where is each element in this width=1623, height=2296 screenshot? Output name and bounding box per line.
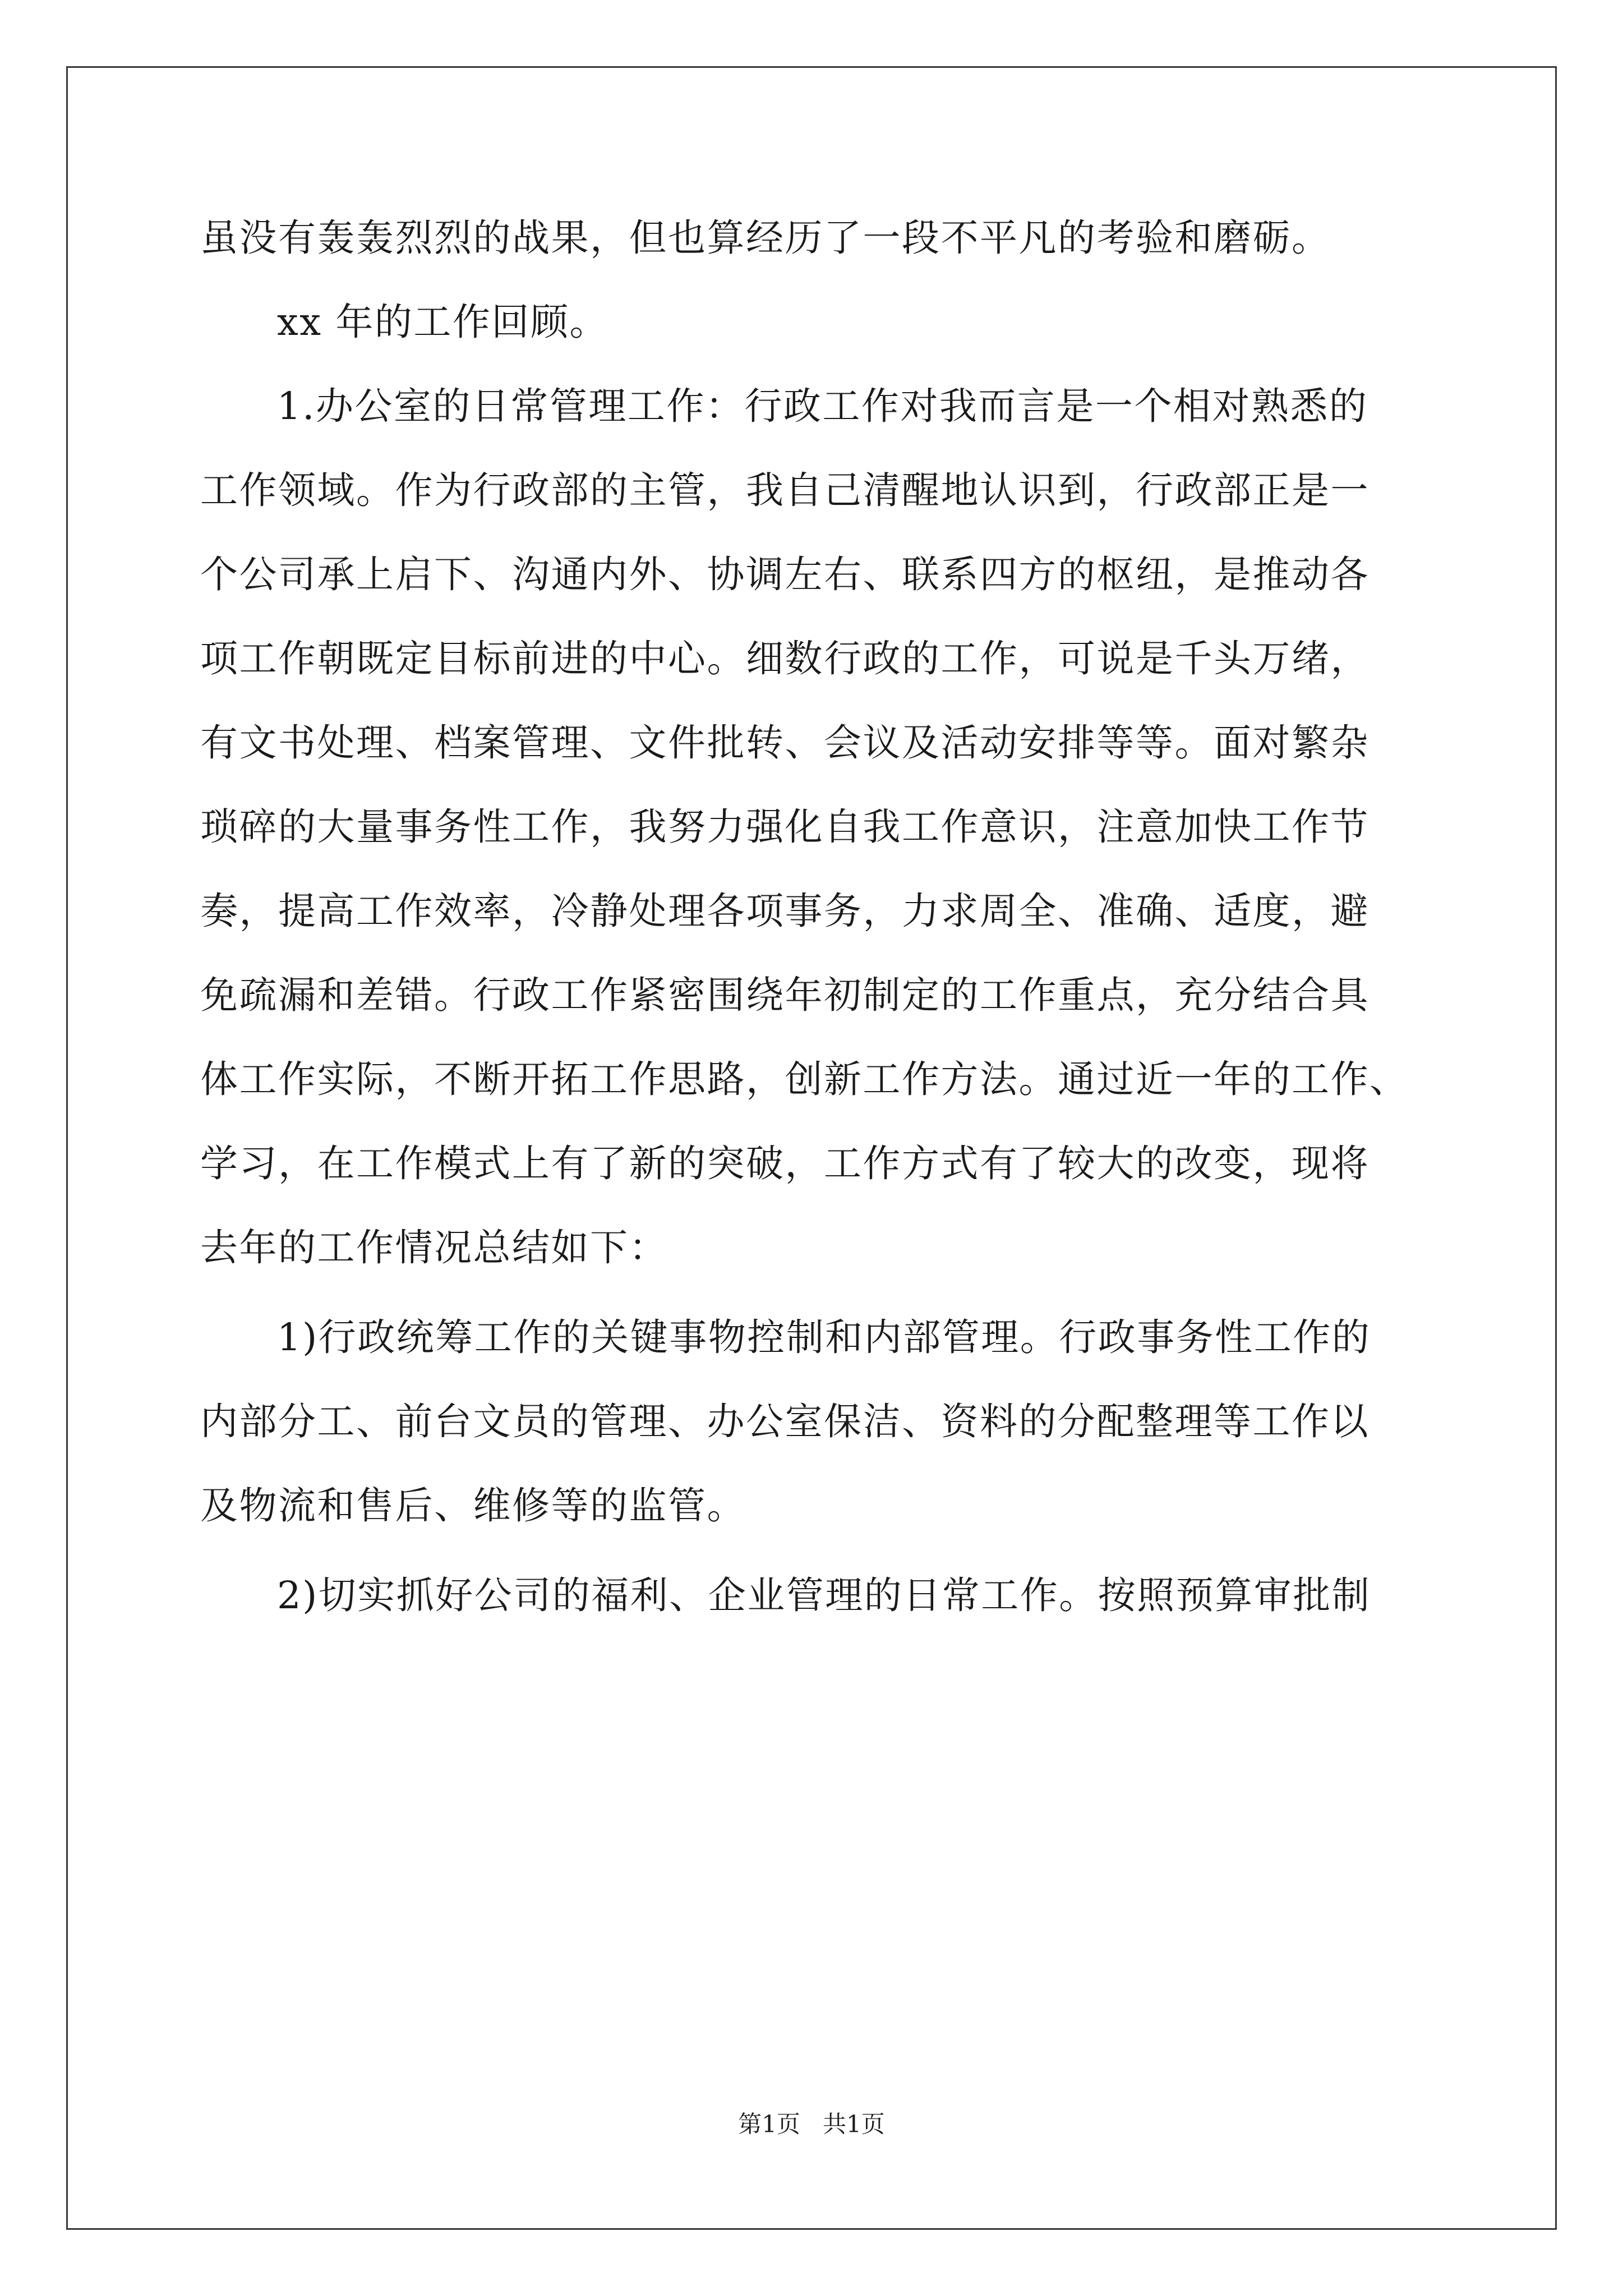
text-line: 琐碎的大量事务性工作，我努力强化自我工作意识，注意加快工作节 bbox=[200, 805, 1370, 849]
text-line: 1.办公室的日常管理工作：行政工作对我而言是一个相对熟悉的 bbox=[277, 384, 1368, 428]
text-line: 及物流和售后、维修等的监管。 bbox=[200, 1484, 746, 1527]
text-line: 体工作实际，不断开拓工作思路，创新工作方法。通过近一年的工作、 bbox=[200, 1057, 1409, 1101]
text-line: 1)行政统筹工作的关键事物控制和内部管理。行政事务性工作的 bbox=[277, 1315, 1371, 1359]
text-line: 内部分工、前台文员的管理、办公室保洁、资料的分配整理等工作以 bbox=[200, 1400, 1370, 1443]
text-line: 奏，提高工作效率，冷静处理各项事务，力求周全、准确、适度，避 bbox=[200, 889, 1370, 933]
text-line: 个公司承上启下、沟通内外、协调左右、联系四方的枢纽，是推动各 bbox=[200, 553, 1370, 596]
page-footer: 第1页 共1页 bbox=[738, 2110, 885, 2138]
text-line: 去年的工作情况总结如下： bbox=[200, 1226, 668, 1269]
text-line: 有文书处理、档案管理、文件批转、会议及活动安排等等。面对繁杂 bbox=[200, 721, 1370, 765]
text-line: 2)切实抓好公司的福利、企业管理的日常工作。按照预算审批制 bbox=[277, 1573, 1371, 1617]
text-line: 虽没有轰轰烈烈的战果，但也算经历了一段不平凡的考验和磨砺。 bbox=[200, 216, 1331, 260]
section-heading: xx 年的工作回顾。 bbox=[277, 300, 608, 344]
text-line: 工作领域。作为行政部的主管，我自己清醒地认识到，行政部正是一 bbox=[200, 468, 1370, 512]
text-line: 免疏漏和差错。行政工作紧密围绕年初制定的工作重点，充分结合具 bbox=[200, 973, 1370, 1017]
text-line: 学习，在工作模式上有了新的突破，工作方式有了较大的改变，现将 bbox=[200, 1142, 1370, 1185]
text-line: 项工作朝既定目标前进的中心。细数行政的工作，可说是千头万绪， bbox=[200, 637, 1370, 680]
